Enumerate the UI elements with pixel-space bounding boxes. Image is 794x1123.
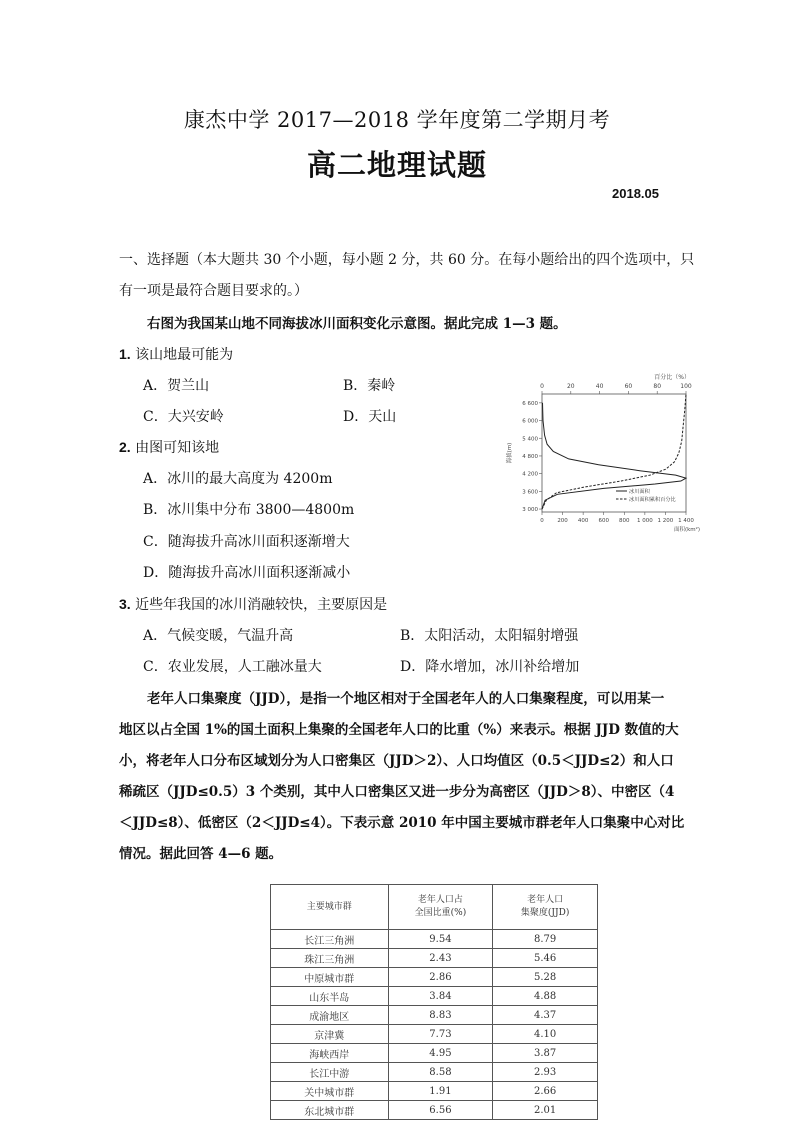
table-row xyxy=(271,930,598,949)
question-1-option-c: C．大兴安岭 xyxy=(143,409,224,425)
table-row xyxy=(271,1006,598,1025)
table-cell-jjd: 5.46 xyxy=(493,949,598,968)
question-2-number: 2. xyxy=(119,439,131,455)
table-row xyxy=(271,1101,598,1120)
series-glacier-area-line xyxy=(542,403,686,509)
table-cell-region: 海峡西岸 xyxy=(271,1044,389,1063)
question-1-text: 该山地最可能为 xyxy=(135,347,234,363)
y-tick-label: 3 000 xyxy=(522,507,538,514)
y-tick-label: 4 800 xyxy=(522,453,538,460)
table-row xyxy=(271,1044,598,1063)
y-tick-label: 6 000 xyxy=(522,418,538,425)
table-cell-share: 7.73 xyxy=(388,1025,493,1044)
question-3-option-d: D．降水增加，冰川补给增加 xyxy=(400,659,580,675)
top-tick-label: 100 xyxy=(680,383,692,390)
table-cell-jjd: 2.93 xyxy=(493,1063,598,1082)
top-tick-label: 20 xyxy=(566,383,575,390)
passage-line-4: 稀疏区（JJD≤0.5）3 个类别，其中人口密集区又进一步分为高密区（JJD＞8）、中密区（4 xyxy=(119,784,675,800)
table-cell-jjd: 2.66 xyxy=(493,1082,598,1101)
exam-date: 2018.05 xyxy=(612,186,659,201)
section-instruction-line2: 有一项是最符合题目要求的。） xyxy=(119,283,308,299)
question-3-text: 近些年我国的冰川消融较快，主要原因是 xyxy=(135,597,388,613)
table-cell-region: 中原城市群 xyxy=(271,968,389,987)
table-cell-share: 8.58 xyxy=(388,1063,493,1082)
exam-title-line2: 高二地理试题 xyxy=(306,148,487,182)
table-cell-share: 2.86 xyxy=(388,968,493,987)
top-tick-label: 0 xyxy=(540,383,544,390)
passage-line-3: 小，将老年人口分布区域划分为人口密集区（JJD＞2）、人口均值区（0.5＜JJD≤2）和人口 xyxy=(119,753,674,769)
question-1-option-d: D．天山 xyxy=(343,409,397,425)
table-row xyxy=(271,1063,598,1082)
series-cumulative-percent-line xyxy=(542,394,686,509)
table-cell-jjd: 4.88 xyxy=(493,987,598,1006)
table-cell-region: 成渝地区 xyxy=(271,1006,389,1025)
table-cell-share: 6.56 xyxy=(388,1101,493,1120)
legend-label-percent: 冰川面积累积百分比 xyxy=(629,497,676,503)
question-3-option-c: C．农业发展，人工融冰量大 xyxy=(143,659,322,675)
question-2-option-b: B．冰川集中分布 3800—4800m xyxy=(143,502,355,518)
top-tick-label: 40 xyxy=(595,383,604,390)
bottom-axis-label: 面积(km²) xyxy=(673,527,700,533)
table-cell-region: 京津冀 xyxy=(271,1025,389,1044)
bottom-tick-label: 1 200 xyxy=(657,518,674,524)
table-cell-jjd: 2.01 xyxy=(493,1101,598,1120)
table-header-cell: 主要城市群 xyxy=(271,885,389,930)
passage-line-1: 老年人口集聚度（JJD），是指一个地区相对于全国老年人的人口集聚程度，可以用某一 xyxy=(147,691,665,707)
passage-line-6: 情况。据此回答 4—6 题。 xyxy=(119,846,283,862)
top-axis-label: 百分比（%） xyxy=(654,374,690,381)
table-cell-region: 长江三角洲 xyxy=(271,930,389,949)
question-1-option-a: A．贺兰山 xyxy=(143,378,210,394)
y-tick-label: 5 400 xyxy=(522,436,538,443)
bottom-tick-label: 800 xyxy=(619,518,630,524)
table-cell-region: 山东半岛 xyxy=(271,987,389,1006)
table-header-cell: 老年人口 集聚度(JJD) xyxy=(493,885,598,930)
table-cell-share: 3.84 xyxy=(388,987,493,1006)
table-cell-jjd: 4.10 xyxy=(493,1025,598,1044)
table-cell-jjd: 5.28 xyxy=(493,968,598,987)
table-cell-share: 4.95 xyxy=(388,1044,493,1063)
y-tick-label: 4 200 xyxy=(522,471,538,478)
question-2-option-c: C．随海拔升高冰川面积逐渐增大 xyxy=(143,534,350,550)
question-3-number: 3. xyxy=(119,596,131,612)
table-row xyxy=(271,968,598,987)
elderly-population-table xyxy=(270,884,598,1120)
y-tick-label: 6 600 xyxy=(522,400,538,407)
question-2-option-d: D．随海拔升高冰川面积逐渐减小 xyxy=(143,565,351,581)
table-cell-region: 长江中游 xyxy=(271,1063,389,1082)
table-cell-region: 东北城市群 xyxy=(271,1101,389,1120)
table-cell-jjd: 8.79 xyxy=(493,930,598,949)
bottom-tick-label: 0 xyxy=(540,518,544,524)
bottom-tick-label: 1 400 xyxy=(678,518,694,524)
question-1-stem xyxy=(119,344,233,364)
top-tick-label: 60 xyxy=(624,383,633,390)
bottom-tick-label: 600 xyxy=(598,518,609,524)
bottom-tick-label: 200 xyxy=(557,518,568,524)
bottom-tick-label: 400 xyxy=(577,518,589,524)
question-2-stem xyxy=(119,437,219,457)
table-cell-region: 关中城市群 xyxy=(271,1082,389,1101)
table-header-row xyxy=(271,885,598,930)
y-tick-label: 3 600 xyxy=(522,489,538,496)
table-row xyxy=(271,1082,598,1101)
table-cell-share: 9.54 xyxy=(388,930,493,949)
table-cell-share: 8.83 xyxy=(388,1006,493,1025)
plot-frame xyxy=(542,394,686,512)
bottom-tick-label: 1 000 xyxy=(636,518,653,524)
y-axis-label: 海拔(m) xyxy=(507,442,513,464)
legend-label-area: 冰川面积 xyxy=(629,489,650,495)
table-row xyxy=(271,1025,598,1044)
table-row xyxy=(271,987,598,1006)
glacier-area-chart xyxy=(500,370,710,540)
question-3-option-b: B．太阳活动，太阳辐射增强 xyxy=(400,628,579,644)
exam-title-line1: 康杰中学 2017—2018 学年度第二学期月考 xyxy=(183,108,611,132)
question-1-option-b: B．秦岭 xyxy=(343,378,396,394)
table-cell-region: 珠江三角洲 xyxy=(271,949,389,968)
question-2-option-a: A．冰川的最大高度为 4200m xyxy=(143,471,333,487)
passage-line-2: 地区以占全国 1%的国土面积上集聚的全国老年人口的比重（%）来表示。根据 JJD 数值的大 xyxy=(119,722,679,738)
table-cell-jjd: 3.87 xyxy=(493,1044,598,1063)
section-instruction-line1: 一、选择题（本大题共 30 个小题，每小题 2 分，共 60 分。在每小题给出的四个选项中，只 xyxy=(119,252,695,268)
top-tick-label: 80 xyxy=(653,383,662,390)
question-group-intro: 右图为我国某山地不同海拔冰川面积变化示意图。据此完成 1—3 题。 xyxy=(147,316,567,332)
question-3-option-a: A．气候变暖，气温升高 xyxy=(143,628,294,644)
passage-line-5: ＜JJD≤8）、低密区（2＜JJD≤4）。下表示意 2010 年中国主要城市群老年人口集聚中心对比 xyxy=(119,815,685,831)
table-header-cell: 老年人口占 全国比重(%) xyxy=(388,885,493,930)
question-1-number: 1. xyxy=(119,346,131,362)
table-cell-share: 2.43 xyxy=(388,949,493,968)
table-cell-share: 1.91 xyxy=(388,1082,493,1101)
question-3-stem xyxy=(119,594,387,614)
table-cell-jjd: 4.37 xyxy=(493,1006,598,1025)
question-2-text: 由图可知该地 xyxy=(135,440,220,456)
table-row xyxy=(271,949,598,968)
